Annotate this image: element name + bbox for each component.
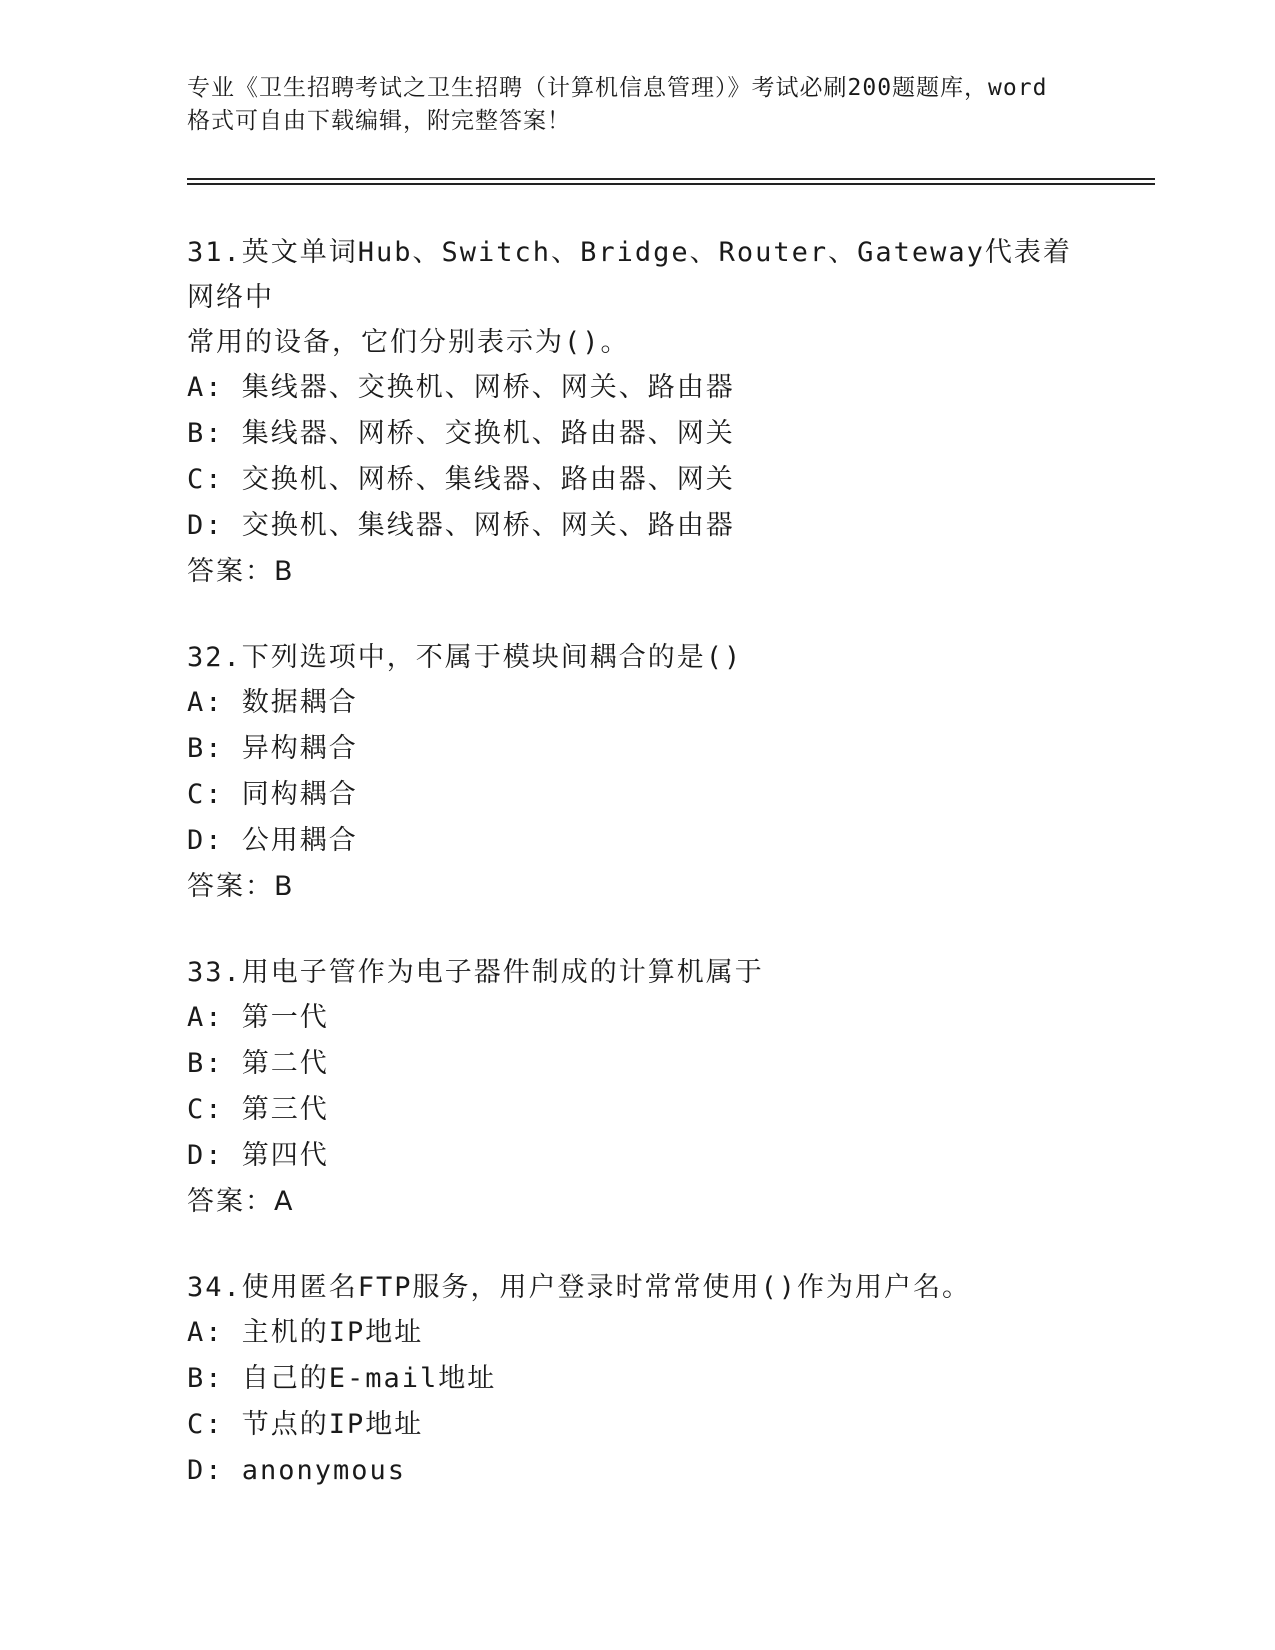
question-32	[187, 635, 1087, 910]
answer-label: 答案：B	[187, 871, 295, 902]
header-divider-top	[187, 178, 1155, 180]
option-b: B: 自己的E-mail地址	[187, 1363, 497, 1394]
option-b: B: 第二代	[187, 1048, 329, 1079]
question-34	[187, 1265, 1087, 1494]
option-a: A: 第一代	[187, 1002, 329, 1033]
option-c: C: 第三代	[187, 1094, 329, 1125]
question-text-line-1: 32.下列选项中，不属于模块间耦合的是()	[187, 642, 743, 673]
option-c: C: 同构耦合	[187, 779, 358, 810]
answer-label: 答案：B	[187, 556, 295, 587]
option-d: D: anonymous	[187, 1455, 407, 1486]
answer-label: 答案：A	[187, 1186, 295, 1217]
option-d: D: 公用耦合	[187, 825, 358, 856]
option-a: A: 集线器、交换机、网桥、网关、路由器	[187, 372, 735, 403]
option-c: C: 节点的IP地址	[187, 1409, 424, 1440]
option-a: A: 数据耦合	[187, 687, 358, 718]
option-b: B: 集线器、网桥、交换机、路由器、网关	[187, 418, 735, 449]
option-b: B: 异构耦合	[187, 733, 358, 764]
question-text-line-2: 常用的设备，它们分别表示为()。	[187, 327, 630, 358]
header-divider-bottom	[187, 183, 1155, 185]
question-list	[187, 230, 1087, 1534]
question-text-line-1: 31.英文单词Hub、Switch、Bridge、Router、Gateway代表着网络中	[187, 237, 1072, 313]
question-31	[187, 230, 1087, 595]
document-header	[187, 72, 1097, 138]
header-line-1: 专业《卫生招聘考试之卫生招聘（计算机信息管理）》考试必刷200题题库，word	[187, 75, 1048, 101]
option-a: A: 主机的IP地址	[187, 1317, 424, 1348]
header-line-2: 格式可自由下载编辑，附完整答案！	[187, 108, 571, 134]
option-d: D: 第四代	[187, 1140, 329, 1171]
option-c: C: 交换机、网桥、集线器、路由器、网关	[187, 464, 735, 495]
question-33	[187, 950, 1087, 1225]
question-text-line-1: 33.用电子管作为电子器件制成的计算机属于	[187, 957, 764, 988]
question-text-line-1: 34.使用匿名FTP服务，用户登录时常常使用()作为用户名。	[187, 1272, 972, 1303]
option-d: D: 交换机、集线器、网桥、网关、路由器	[187, 510, 735, 541]
